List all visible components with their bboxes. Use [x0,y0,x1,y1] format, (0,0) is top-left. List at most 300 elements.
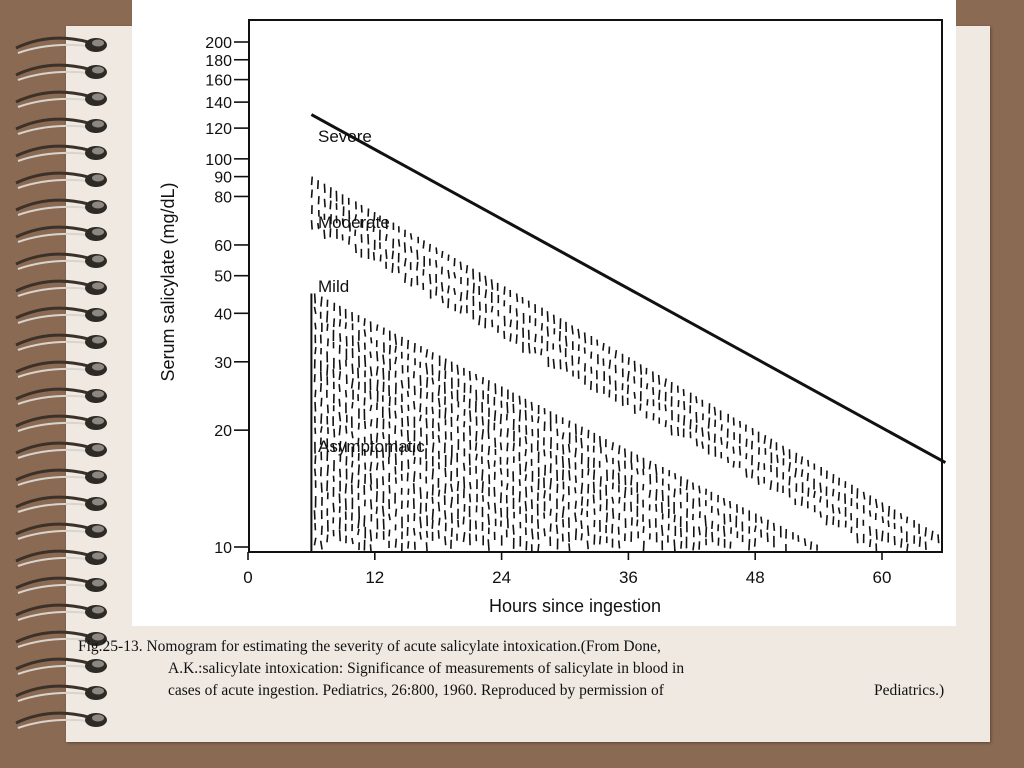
spiral-ring-highlight [18,477,88,485]
hatch-dash [483,377,484,384]
hatch-dash [399,239,400,246]
hatch-dash [610,376,611,385]
hatch-dash [640,404,641,411]
hatch-dash [340,306,341,316]
hatch-dash [482,429,483,439]
hatch-dash [594,482,595,493]
hatch-dash [383,328,384,335]
spiral-hole-shine [92,229,104,236]
hatch-dash [365,355,366,367]
hatch-dash [882,516,883,523]
hatch-dash [340,530,341,542]
hatch-dash [439,398,440,407]
hatch-dash [544,449,545,456]
hatch-dash [510,320,511,328]
caption-line-2: A.K.:salicylate intoxication: Significance of measurements of salicylate in blood in [168,660,685,677]
hatch-dash [535,334,536,342]
hatch-dash [346,426,347,434]
hatch-dash [510,333,511,341]
spiral-hole-shine [92,715,104,722]
hatch-dash [585,332,586,343]
hatch-dash [324,184,325,193]
hatch-dash [882,531,883,542]
x-tick-label-36: 36 [618,568,638,587]
hatch-dash [600,536,601,545]
hatch-dash [588,468,589,475]
hatch-dash [463,532,464,542]
hatch-dash [408,391,409,397]
nomogram-figure [132,0,956,626]
hatch-dash [420,532,421,540]
hatch-dash [352,378,353,388]
spiral-ring-highlight [18,585,88,593]
hatch-dash [671,425,672,435]
y-tick-label-80: 80 [214,189,232,207]
hatch-dash [411,246,412,252]
hatch-dash [513,525,514,535]
hatch-dash [359,423,360,430]
spiral-hole-shine [92,607,104,614]
hatch-dash [525,474,526,481]
hatch-dash [718,508,719,515]
hatch-dash [507,428,508,437]
hatch-dash [454,258,455,266]
hatch-dash [322,526,323,535]
hatch-dash [485,289,486,298]
hatch-dash [463,517,464,525]
hatch-dash [439,518,440,526]
hatch-dash [575,448,576,457]
hatch-dash [575,487,576,493]
hatch-dash [693,483,694,490]
hatch-dash [370,462,371,471]
hatch-dash [408,541,409,548]
hatch-dash [414,483,415,494]
hatch-dash [687,479,688,490]
hatch-dash [901,538,902,547]
hatch-dash [426,363,427,375]
hatch-dash [702,442,703,449]
hatch-dash [541,349,542,356]
hatch-dash [519,410,520,422]
hatch-dash [721,437,722,445]
caption-line-3: cases of acute ingestion. Pediatrics, 26:800, 1960. Reproduced by permission of [168,682,664,699]
hatch-dash [563,506,564,518]
hatch-dash [820,483,821,493]
hatch-dash [888,520,889,527]
hatch-dash [488,539,489,550]
hatch-dash [634,361,635,372]
hatch-dash [470,410,471,421]
hatch-dash [392,251,393,259]
hatch-dash [618,460,619,471]
spiral-hole-shine [92,337,104,344]
x-tick-label-48: 48 [745,568,765,587]
hatch-dash [457,365,458,375]
hatch-dash [516,308,517,316]
hatch-dash [634,392,635,399]
severe-line [311,115,945,463]
hatch-dash [665,378,666,386]
hatch-dash [770,480,771,489]
hatch-dash [383,368,384,380]
hatch-dash [345,483,346,493]
hatch-dash [588,525,589,536]
hatch-dash [706,527,707,538]
hatch-dash [669,484,670,491]
spiral-hole-shine [92,364,104,371]
hatch-dash [705,515,706,526]
hatch-dash [461,292,462,301]
hatch-dash [364,329,365,336]
x-axis-label: Hours since ingestion [488,596,662,616]
hatch-dash [674,539,675,551]
hatch-dash [408,340,409,349]
hatch-dash [408,500,409,507]
hatch-dash [339,493,340,503]
hatch-dash [383,476,384,485]
hatch-dash [613,483,614,490]
hatch-dash [491,279,492,289]
hatch-dash [569,532,570,542]
hatch-dash [438,435,439,443]
hatch-dash [479,315,480,325]
hatch-dash [442,251,443,258]
hatch-dash [439,490,440,497]
hatch-dash [501,414,502,424]
hatch-dash [423,240,424,248]
hatch-dash [482,469,483,480]
hatch-dash [864,492,865,500]
region-label-severe: Severe [318,127,372,146]
hatch-dash [321,541,322,550]
hatch-dash [532,529,533,540]
hatch-dash [445,468,446,477]
hatch-dash [488,446,489,455]
hatch-dash [334,318,335,327]
plot-frame [249,20,942,552]
hatch-dash [476,454,477,461]
spiral-ring-highlight [18,153,88,161]
hatch-dash [374,252,375,260]
spiral-ring-highlight [18,45,88,53]
y-tick-label-50: 50 [214,268,232,286]
hatch-dash [452,528,453,537]
hatch-dash [519,491,520,502]
x-tick-label-12: 12 [365,568,385,587]
hatch-dash [708,431,709,440]
hatch-dash [603,343,604,351]
hatch-dash [396,477,397,483]
hatch-dash [755,526,756,532]
hatch-dash [376,507,377,514]
hatch-dash [532,415,533,422]
hatch-dash [488,502,489,510]
hatch-dash [407,473,408,482]
hatch-dash [495,410,496,421]
hatch-dash [901,526,902,532]
hatch-dash [448,298,449,308]
hatch-dash [467,290,468,300]
hatch-dash [432,520,433,529]
hatch-dash [628,357,629,365]
spiral-ring-highlight [18,369,88,377]
hatch-dash [696,439,697,447]
hatch-dash [445,536,446,545]
hatch-dash [531,402,532,411]
hatch-dash [755,538,756,547]
hatch-dash [637,468,638,474]
hatch-dash [352,472,353,483]
hatch-dash [417,262,418,271]
hatch-dash [563,456,564,468]
hatch-dash [445,510,446,519]
hatch-dash [517,293,518,302]
hatch-dash [684,401,685,410]
hatch-dash [501,468,502,475]
hatch-dash [805,538,806,546]
hatch-dash [371,337,372,343]
hatch-dash [625,448,626,457]
series-lines [311,115,945,463]
hatch-dash [358,480,359,489]
hatch-dash [430,274,431,284]
hatch-dash [628,371,629,382]
hatch-dash [889,506,890,517]
hatch-dash [438,502,439,512]
hatch-dash [513,443,514,451]
hatch-dash [476,442,477,450]
hatch-dash [931,531,932,540]
y-tick-label-30: 30 [214,354,232,372]
hatch-dash [340,333,341,342]
hatch-dash [358,342,359,352]
hatch-dash [728,457,729,463]
hatch-dash [643,526,644,533]
y-tick-label-160: 160 [205,72,232,90]
hatch-dash [525,436,526,444]
spiral-ring-highlight [18,450,88,458]
hatch-dash [808,460,809,467]
hatch-dash [340,319,341,327]
hatch-dash [414,371,415,378]
region-label-moderate: Moderate [318,213,390,232]
hatch-dash [767,533,768,543]
hatch-dash [451,484,452,492]
hatch-dash [368,234,369,244]
hatch-dash [839,507,840,513]
hatch-dash [901,513,902,519]
hatch-dash [401,380,402,388]
hatch-dash [377,463,378,471]
spiral-hole-shine [92,67,104,74]
hatch-dash [327,364,328,375]
hatch-dash [693,498,694,508]
hatch-dash [451,497,452,508]
hatch-dash [339,425,340,435]
spiral-ring-highlight [18,288,88,296]
hatch-dash [811,541,812,549]
y-tick-label-100: 100 [205,151,232,169]
hatch-dash [547,311,548,322]
hatch-dash [438,385,439,396]
hatch-dash [355,244,356,253]
hatch-dash [432,378,433,385]
hatch-dash [696,412,697,423]
hatch-dash [466,265,467,273]
hatch-dash [420,487,421,499]
hatch-dash [767,520,768,530]
x-tick-label-60: 60 [872,568,892,587]
hatch-dash [531,486,532,492]
hatch-dash [525,462,526,472]
hatch-dash [327,324,328,331]
hatch-dash [438,423,439,432]
spiral-hole-shine [92,202,104,209]
hatch-dash [615,350,616,358]
hatch-dash [488,460,489,469]
hatch-dash [327,465,328,476]
hatch-dash [454,272,455,278]
hatch-dash [389,530,390,537]
hatch-dash [665,404,666,411]
hatch-dash [414,457,415,464]
caption-line-1: Fig.25-13. Nomogram for estimating the severity of acute salicylate intoxication.(From Done, [78,638,661,655]
hatch-dash [758,462,759,470]
hatch-dash [870,510,871,516]
hatch-dash [647,399,648,405]
hatch-dash [876,499,877,508]
y-axis-ticks [205,35,249,557]
hatch-dash [432,352,433,359]
hatch-dash [619,473,620,485]
hatch-dash [535,347,536,353]
spiral-ring-highlight [18,315,88,323]
hatch-dash [383,506,384,517]
spiral-ring-highlight [18,558,88,566]
hatch-dash [581,427,582,435]
hatch-dash [488,380,489,391]
hatch-dash [833,474,834,483]
hatch-dash [761,517,762,524]
hatch-dash [566,336,567,347]
hatch-dash [606,455,607,463]
hatch-dash [386,234,387,241]
spiral-ring-highlight [18,531,88,539]
spiral-hole-shine [92,445,104,452]
hatch-dash [321,383,322,392]
spiral-hole-shine [92,499,104,506]
hatch-dash [699,527,700,536]
hatch-dash [714,407,715,416]
hatch-dash [746,469,747,478]
hatch-dash [562,432,563,439]
region-label-asymptomatic: Asymptomatic [318,437,425,456]
hatch-dash [619,445,620,454]
spiral-ring-highlight [18,720,88,728]
hatch-dash [671,382,672,393]
hatch-dash [733,461,734,468]
hatch-dash [802,469,803,477]
hatch-dash [563,444,564,454]
hatch-dash [411,233,412,239]
hatch-dash [476,374,477,380]
hatch-dash [783,446,784,456]
hatch-dash [358,529,359,535]
hatch-dash [420,517,421,529]
salicylate-nomogram-chart [132,0,956,626]
hatch-dash [581,533,582,540]
hatch-dash [544,528,545,536]
hatch-dash [612,442,613,450]
hatch-dash [581,520,582,528]
hatch-dash [712,521,713,529]
hatch-dash [370,352,371,358]
hatch-dash [442,296,443,303]
spiral-hole-shine [92,175,104,182]
hatch-dash [504,331,505,339]
hatch-dash [625,487,626,498]
hatch-dash [371,419,372,426]
hatch-dash [482,416,483,425]
hatch-dash [452,391,453,399]
hatch-dash [427,392,428,399]
spiral-ring-highlight [18,72,88,80]
hatch-dash [432,407,433,414]
hatch-dash [396,509,397,517]
hatch-dash [324,199,325,208]
hatch-dash [352,461,353,468]
hatch-dash [448,255,449,261]
hatch-dash [432,468,433,479]
hatch-dash [318,180,319,189]
hatch-dash [576,475,577,483]
hatch-dash [572,325,573,334]
hatch-dash [507,402,508,413]
hatch-dash [395,334,396,345]
hatch-dash [488,514,489,525]
hatch-dash [653,387,654,395]
spiral-ring-highlight [18,180,88,188]
hatch-dash [352,402,353,408]
region-label-mild: Mild [318,277,350,296]
hatch-dash [578,357,579,365]
hatch-dash [684,415,685,425]
hatch-dash [876,529,877,540]
spiral-ring-highlight [18,423,88,431]
hatch-dash [358,517,359,528]
hatch-dash [587,541,588,550]
hatch-dash [389,408,390,419]
hatch-dash [649,461,650,470]
x-tick-label-24: 24 [492,568,512,587]
hatch-dash [795,468,796,477]
hatch-dash [675,473,676,479]
hatch-dash [594,470,595,480]
hatch-dash [643,541,644,552]
y-tick-label-60: 60 [214,237,232,255]
hatch-dash [569,444,570,453]
hatch-dash [538,416,539,423]
hatch-dash [352,364,353,374]
hatch-dash [405,258,406,266]
hatch-dash [585,363,586,371]
hatch-dash [401,405,402,413]
hatch-dash [770,439,771,449]
hatch-dash [436,260,437,267]
hatch-dash [662,490,663,501]
hatch-dash [473,283,474,294]
